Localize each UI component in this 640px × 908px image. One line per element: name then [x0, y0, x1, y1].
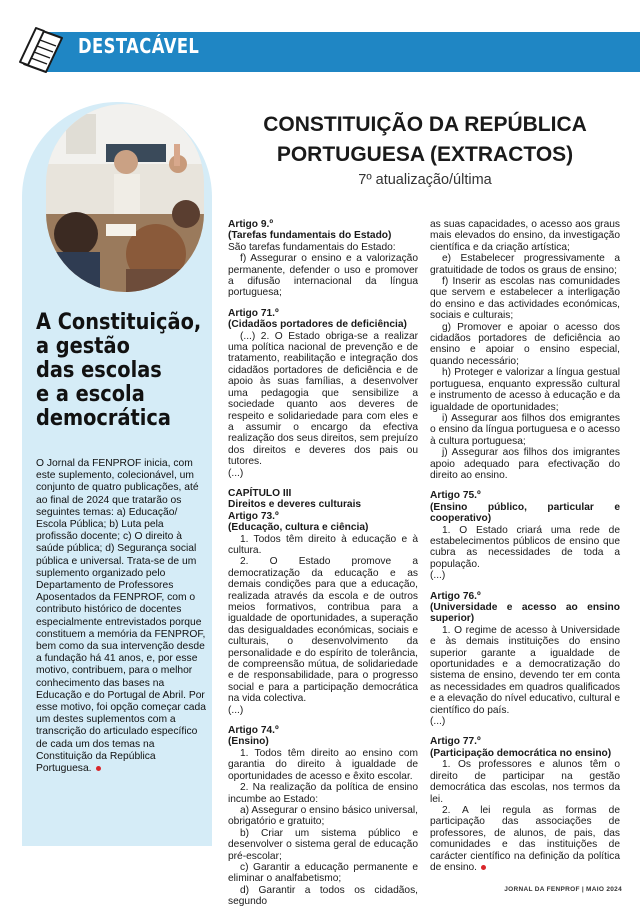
paragraph: 1. Todos têm direito à educação e à cultura.	[228, 533, 418, 556]
article-subheading: (Ensino público, particular e cooperativo)	[430, 501, 620, 525]
end-mark-icon	[481, 865, 486, 870]
title-line-2: PORTUGUESA (EXTRACTOS)	[276, 143, 574, 166]
paragraph: São tarefas fundamentais do Estado:	[228, 241, 396, 253]
section-label: DESTACÁVEL	[78, 34, 200, 58]
title-line-1: CONSTITUIÇÃO DA REPÚBLICA	[263, 113, 587, 136]
paragraph: 1. Todos têm direito ao ensino com garantia do direito à igualdade de oportunidades de acesso e êxito escolar.	[228, 747, 418, 782]
paragraph	[430, 805, 620, 873]
paragraph: b) Criar um sistema público e desenvolver o sistema geral de educação pré-escolar;	[228, 827, 418, 862]
article-heading: Artigo 73.º	[228, 510, 279, 522]
sidebar-heading	[36, 310, 212, 430]
documents-icon	[14, 24, 70, 76]
sidebar-body: Trata-se de um suplemento organizado pelo Departamento de Professores Aposentados da FENPROF, com o contributo histórico de docentes especialmente entrevistados porque constituem a memória da FENPROF, bem como da sua intervenção desde a fundação há 41 anos, e, por esse motivo, contribuem, para o melhor conhecimento das bases na Educação e do Portugal de Abril. Por esse motivo, foi opção começar cada um destes suplementos com a transcrição do articulado específico de cada um dos temas na Constituição da República Portuguesa.	[36, 555, 206, 775]
paragraph: f) Inserir as escolas nas comunidades que servem e estabelecer a interligação do ensino e das actividades económicas, sociais e culturais;	[430, 276, 620, 322]
article-column-1	[228, 219, 418, 908]
article-heading: Artigo 74.º	[228, 725, 279, 737]
paragraph-text: 2. A lei regula as formas de participação das associações de professores, de alunos, de pais, das comunidades e das instituições de carácter científico na definição da política de ensino.	[430, 804, 620, 873]
article-heading: Artigo 9.º	[228, 219, 274, 230]
article-heading: Artigo 76.º	[430, 590, 481, 602]
article-subheading: (Tarefas fundamentais do Estado)	[228, 230, 392, 242]
ellipsis: (...)	[430, 570, 446, 582]
paragraph: d) Garantir a todos os cidadãos, segundo	[228, 884, 418, 908]
article-column-2	[430, 219, 620, 873]
page-footer: JORNAL DA FENPROF | MAIO 2024	[504, 886, 622, 893]
end-mark-icon	[96, 766, 101, 771]
article-heading: Artigo 71.º	[228, 307, 279, 319]
article-subheading: (Universidade e acesso ao ensino superior)	[430, 602, 620, 625]
paragraph: as suas capacidades, o acesso aos graus mais elevados do ensino, da investigação científica e da criação artística;	[430, 219, 620, 253]
classroom-photo	[46, 104, 204, 292]
article-subheading: (Participação democrática no ensino)	[430, 747, 612, 759]
sidebar-text	[36, 458, 208, 775]
paragraph: i) Assegurar aos filhos dos emigrantes o ensino da língua portuguesa e o acesso à cultura portuguesa;	[430, 412, 620, 447]
article-heading: Artigo 75.º	[430, 490, 481, 502]
paragraph: (...) 2. O Estado obriga-se a realizar uma política nacional de prevenção e de tratamento, reabilitação e integração dos cidadãos portadores de deficiência e de apoio às suas famílias, a desenvolver uma pedagogia que sensibilize a sociedade quanto aos deveres de respeito e solidariedade para com eles e a assumir o encargo da efectiva realização dos seus direitos, sem prejuízo dos direitos e deveres dos pais ou tutores.	[228, 330, 418, 468]
paragraph: 1. O regime de acesso à Universidade e às demais instituições do ensino superior garante a igualdade de oportunidades e a democratização do sistema de ensino, devendo ter em conta as necessidades em quadros qualificados e a elevação do nível educativo, cultural e científico do país.	[430, 624, 620, 716]
sidebar-heading-line: A Constituição,	[36, 309, 202, 335]
ellipsis: (...)	[228, 467, 244, 479]
article-subheading: (Ensino)	[228, 736, 269, 748]
sidebar-heading-line: democrática	[36, 405, 171, 431]
paragraph: g) Promover e apoiar o acesso dos cidadãos portadores de deficiência ao ensino e apoiar o ensino especial, quando necessário;	[430, 321, 620, 367]
paragraph: 1. Os professores e alunos têm o direito de participar na gestão democrática das escolas, nos termos da lei.	[430, 759, 620, 805]
paragraph: c) Garantir a educação permanente e eliminar o analfabetismo;	[228, 861, 418, 885]
chapter-heading: CAPÍTULO III	[228, 487, 292, 499]
sidebar-heading-line: das escolas	[36, 357, 162, 383]
paragraph: j) Assegurar aos filhos dos imigrantes apoio adequado para efectivação do direito ao ensino.	[430, 447, 620, 481]
article-subheading: (Educação, cultura e ciência)	[228, 522, 369, 534]
paragraph: e) Estabelecer progressivamente a gratuitidade de todos os graus de ensino;	[430, 253, 620, 276]
article-subheading: (Cidadãos portadores de deficiência)	[228, 319, 407, 331]
paragraph: a) Assegurar o ensino básico universal, obrigatório e gratuito;	[228, 804, 418, 828]
ellipsis: (...)	[228, 704, 244, 716]
paragraph: h) Proteger e valorizar a língua gestual portuguesa, enquanto expressão cultural e instrumento de acesso à educação e da igualdade de oportunidades;	[430, 367, 620, 413]
paragraph: 2. O Estado promove a democratização da educação e as demais condições para que a educação, realizada através da escola e de outros meios formativos, contribua para a igualdade de oportunidades, a superação das desigualdades económicas, sociais e culturais, o desenvolvimento da personalidade e do espírito de tolerância, de compreensão mútua, de solidariedade e de responsabilidade, para o progresso social e para a participação democrática na vida colectiva.	[228, 556, 418, 705]
page-subtitle: 7º atualização/última	[358, 172, 492, 188]
page-title	[230, 110, 620, 170]
chapter-subheading: Direitos e deveres culturais	[228, 499, 362, 511]
sidebar-heading-line: a gestão	[36, 333, 130, 359]
ellipsis: (...)	[430, 716, 446, 728]
paragraph: 1. O Estado criará uma rede de estabelecimentos públicos de ensino que cubra as necessidades de toda a população.	[430, 524, 620, 570]
sidebar-heading-line: e a escola	[36, 381, 145, 407]
sidebar-intro: O Jornal da FENPROF inicia, com este suplemento, colecionável, um conjunto de quatro publicações, até ao final de 2024 que tratarão os seguintes temas: a) Educação/ Escola Pública; b) Luta pela profissão docente; c) O direito à saúde pública; d) Segurança social pública e universal.	[36, 458, 199, 567]
paragraph: 2. Na realização da política de ensino incumbe ao Estado:	[228, 782, 418, 805]
article-heading: Artigo 77.º	[430, 736, 481, 748]
paragraph: f) Assegurar o ensino e a valorização permanente, defender o uso e promover a difusão internacional da língua portuguesa;	[228, 253, 418, 299]
